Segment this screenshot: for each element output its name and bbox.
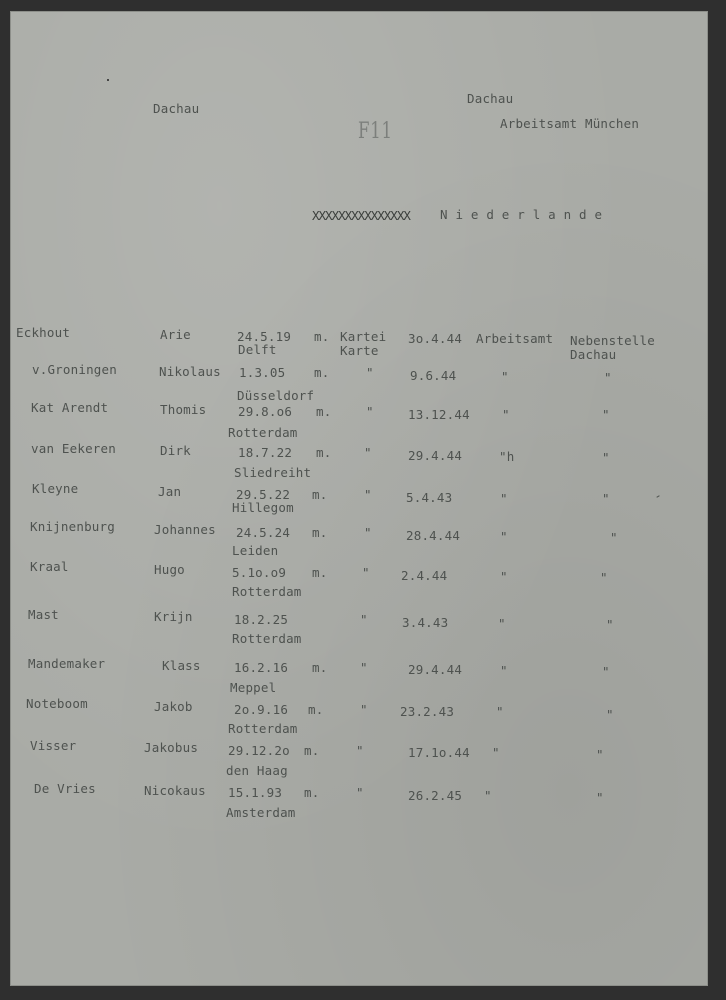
row-office: Arbeitsamt [476, 331, 554, 346]
row-firstname: Jakob [154, 699, 193, 714]
row-office: " [502, 407, 510, 422]
row-source: " [364, 525, 372, 540]
row-firstname: Jakobus [144, 740, 199, 755]
row-birthdate: 29.5.22 [236, 487, 291, 502]
country-heading: N i e d e r l a n d e [440, 207, 603, 222]
row-birthplace: den Haag [226, 763, 288, 778]
row-surname: Visser [30, 738, 77, 753]
row-birthplace: Rotterdam [228, 425, 298, 440]
row-branch: " [606, 617, 614, 632]
row-surname: Noteboom [26, 696, 88, 711]
row-birthplace: Rotterdam [232, 631, 302, 646]
row-birthdate: 16.2.16 [234, 660, 289, 675]
row-birthdate: 24.5.24 [236, 525, 291, 540]
column-label-dachau: Dachau [570, 347, 617, 362]
row-sex: m. [312, 565, 328, 580]
row-firstname: Dirk [160, 443, 191, 458]
row-sex: m. [312, 660, 328, 675]
row-birthplace: Hillegom [232, 500, 294, 515]
header-left-place: Dachau [153, 101, 200, 116]
row-surname: Mast [28, 607, 59, 622]
row-surname: Eckhout [16, 325, 71, 340]
row-office: "h [499, 449, 515, 464]
row-office: " [500, 569, 508, 584]
row-birthplace: Meppel [230, 680, 277, 695]
row-branch: " [602, 664, 610, 679]
row-firstname: Nikolaus [159, 364, 221, 379]
row-birthdate: 1.3.05 [239, 365, 286, 380]
row-firstname: Hugo [154, 562, 185, 577]
pencil-tick-mark: - [650, 487, 665, 504]
row-source: " [360, 612, 368, 627]
row-firstname: Arie [160, 327, 191, 342]
row-birthplace: Sliedreiht [234, 465, 312, 480]
row-birthdate: 18.7.22 [238, 445, 293, 460]
row-source: " [364, 445, 372, 460]
handwritten-reference: F11 [358, 119, 393, 144]
row-date: 28.4.44 [406, 528, 461, 543]
row-branch: " [610, 530, 618, 545]
row-sex: m. [308, 702, 324, 717]
row-branch: " [606, 707, 614, 722]
row-branch: " [602, 450, 610, 465]
row-surname: Knijnenburg [30, 519, 115, 534]
row-birthplace: Rotterdam [232, 584, 302, 599]
row-firstname: Nicokaus [144, 783, 206, 798]
header-office: Arbeitsamt München [500, 116, 640, 131]
row-office: " [500, 491, 508, 506]
row-sex: m. [304, 743, 320, 758]
row-birthplace: Düsseldorf [237, 388, 315, 403]
row-sex: m. [316, 404, 332, 419]
struck-out-text: XXXXXXXXXXXXXXX [312, 208, 410, 223]
row-surname: Kraal [30, 559, 69, 574]
row-source: " [366, 365, 374, 380]
row-source: " [360, 702, 368, 717]
row-date: 3o.4.44 [408, 331, 463, 346]
row-birthplace: Delft [238, 342, 277, 357]
row-office: " [501, 369, 509, 384]
row-office: " [484, 788, 492, 803]
row-sex: m. [304, 785, 320, 800]
row-surname: De Vries [34, 781, 96, 796]
row-date: 2.4.44 [401, 568, 448, 583]
row-branch: " [600, 570, 608, 585]
row-surname: Kat Arendt [31, 400, 109, 415]
row-surname: Kleyne [32, 481, 79, 496]
row-sex: m. [312, 487, 328, 502]
row-birthplace: Rotterdam [228, 721, 298, 736]
row-birthdate: 24.5.19 [237, 329, 292, 344]
row-firstname: Klass [162, 658, 201, 673]
row-birthdate: 29.12.2o [228, 743, 290, 758]
row-date: 9.6.44 [410, 368, 457, 383]
column-label-kartei: Kartei [340, 329, 387, 344]
row-birthplace: Leiden [232, 543, 279, 558]
row-office: " [500, 663, 508, 678]
row-surname: v.Groningen [32, 362, 117, 377]
row-sex: m. [314, 329, 330, 344]
row-date: 17.1o.44 [408, 745, 470, 760]
row-sex: m. [312, 525, 328, 540]
row-firstname: Johannes [154, 522, 216, 537]
row-branch: " [602, 407, 610, 422]
row-birthplace: Amsterdam [226, 805, 296, 820]
row-branch: " [596, 790, 604, 805]
row-surname: van Eekeren [31, 441, 116, 456]
ink-speck [107, 79, 109, 81]
row-office: " [492, 745, 500, 760]
row-source: " [356, 743, 364, 758]
row-birthdate: 18.2.25 [234, 612, 289, 627]
row-sex: m. [314, 365, 330, 380]
row-birthdate: 29.8.o6 [238, 404, 293, 419]
row-sex: m. [316, 445, 332, 460]
row-firstname: Jan [158, 484, 182, 499]
row-office: " [496, 704, 504, 719]
row-firstname: Thomis [160, 402, 207, 417]
row-branch: " [596, 747, 604, 762]
row-date: 29.4.44 [408, 662, 463, 677]
row-branch: " [604, 370, 612, 385]
row-date: 5.4.43 [406, 490, 453, 505]
row-date: 26.2.45 [408, 788, 463, 803]
row-birthdate: 15.1.93 [228, 785, 283, 800]
row-branch: " [602, 491, 610, 506]
row-date: 3.4.43 [402, 615, 449, 630]
row-source: " [364, 487, 372, 502]
row-source: " [366, 404, 374, 419]
row-date: 23.2.43 [400, 704, 455, 719]
row-date: 13.12.44 [408, 407, 470, 422]
row-source: " [360, 660, 368, 675]
row-surname: Mandemaker [28, 656, 106, 671]
document-page [10, 11, 708, 986]
row-office: " [500, 529, 508, 544]
row-source: " [356, 785, 364, 800]
column-label-karte: Karte [340, 343, 379, 358]
row-source: " [362, 565, 370, 580]
row-birthdate: 2o.9.16 [234, 702, 289, 717]
row-date: 29.4.44 [408, 448, 463, 463]
column-label-nebenstelle: Nebenstelle [570, 333, 655, 348]
row-birthdate: 5.1o.o9 [232, 565, 287, 580]
header-right-place: Dachau [467, 91, 514, 106]
row-office: " [498, 616, 506, 631]
row-firstname: Krijn [154, 609, 193, 624]
